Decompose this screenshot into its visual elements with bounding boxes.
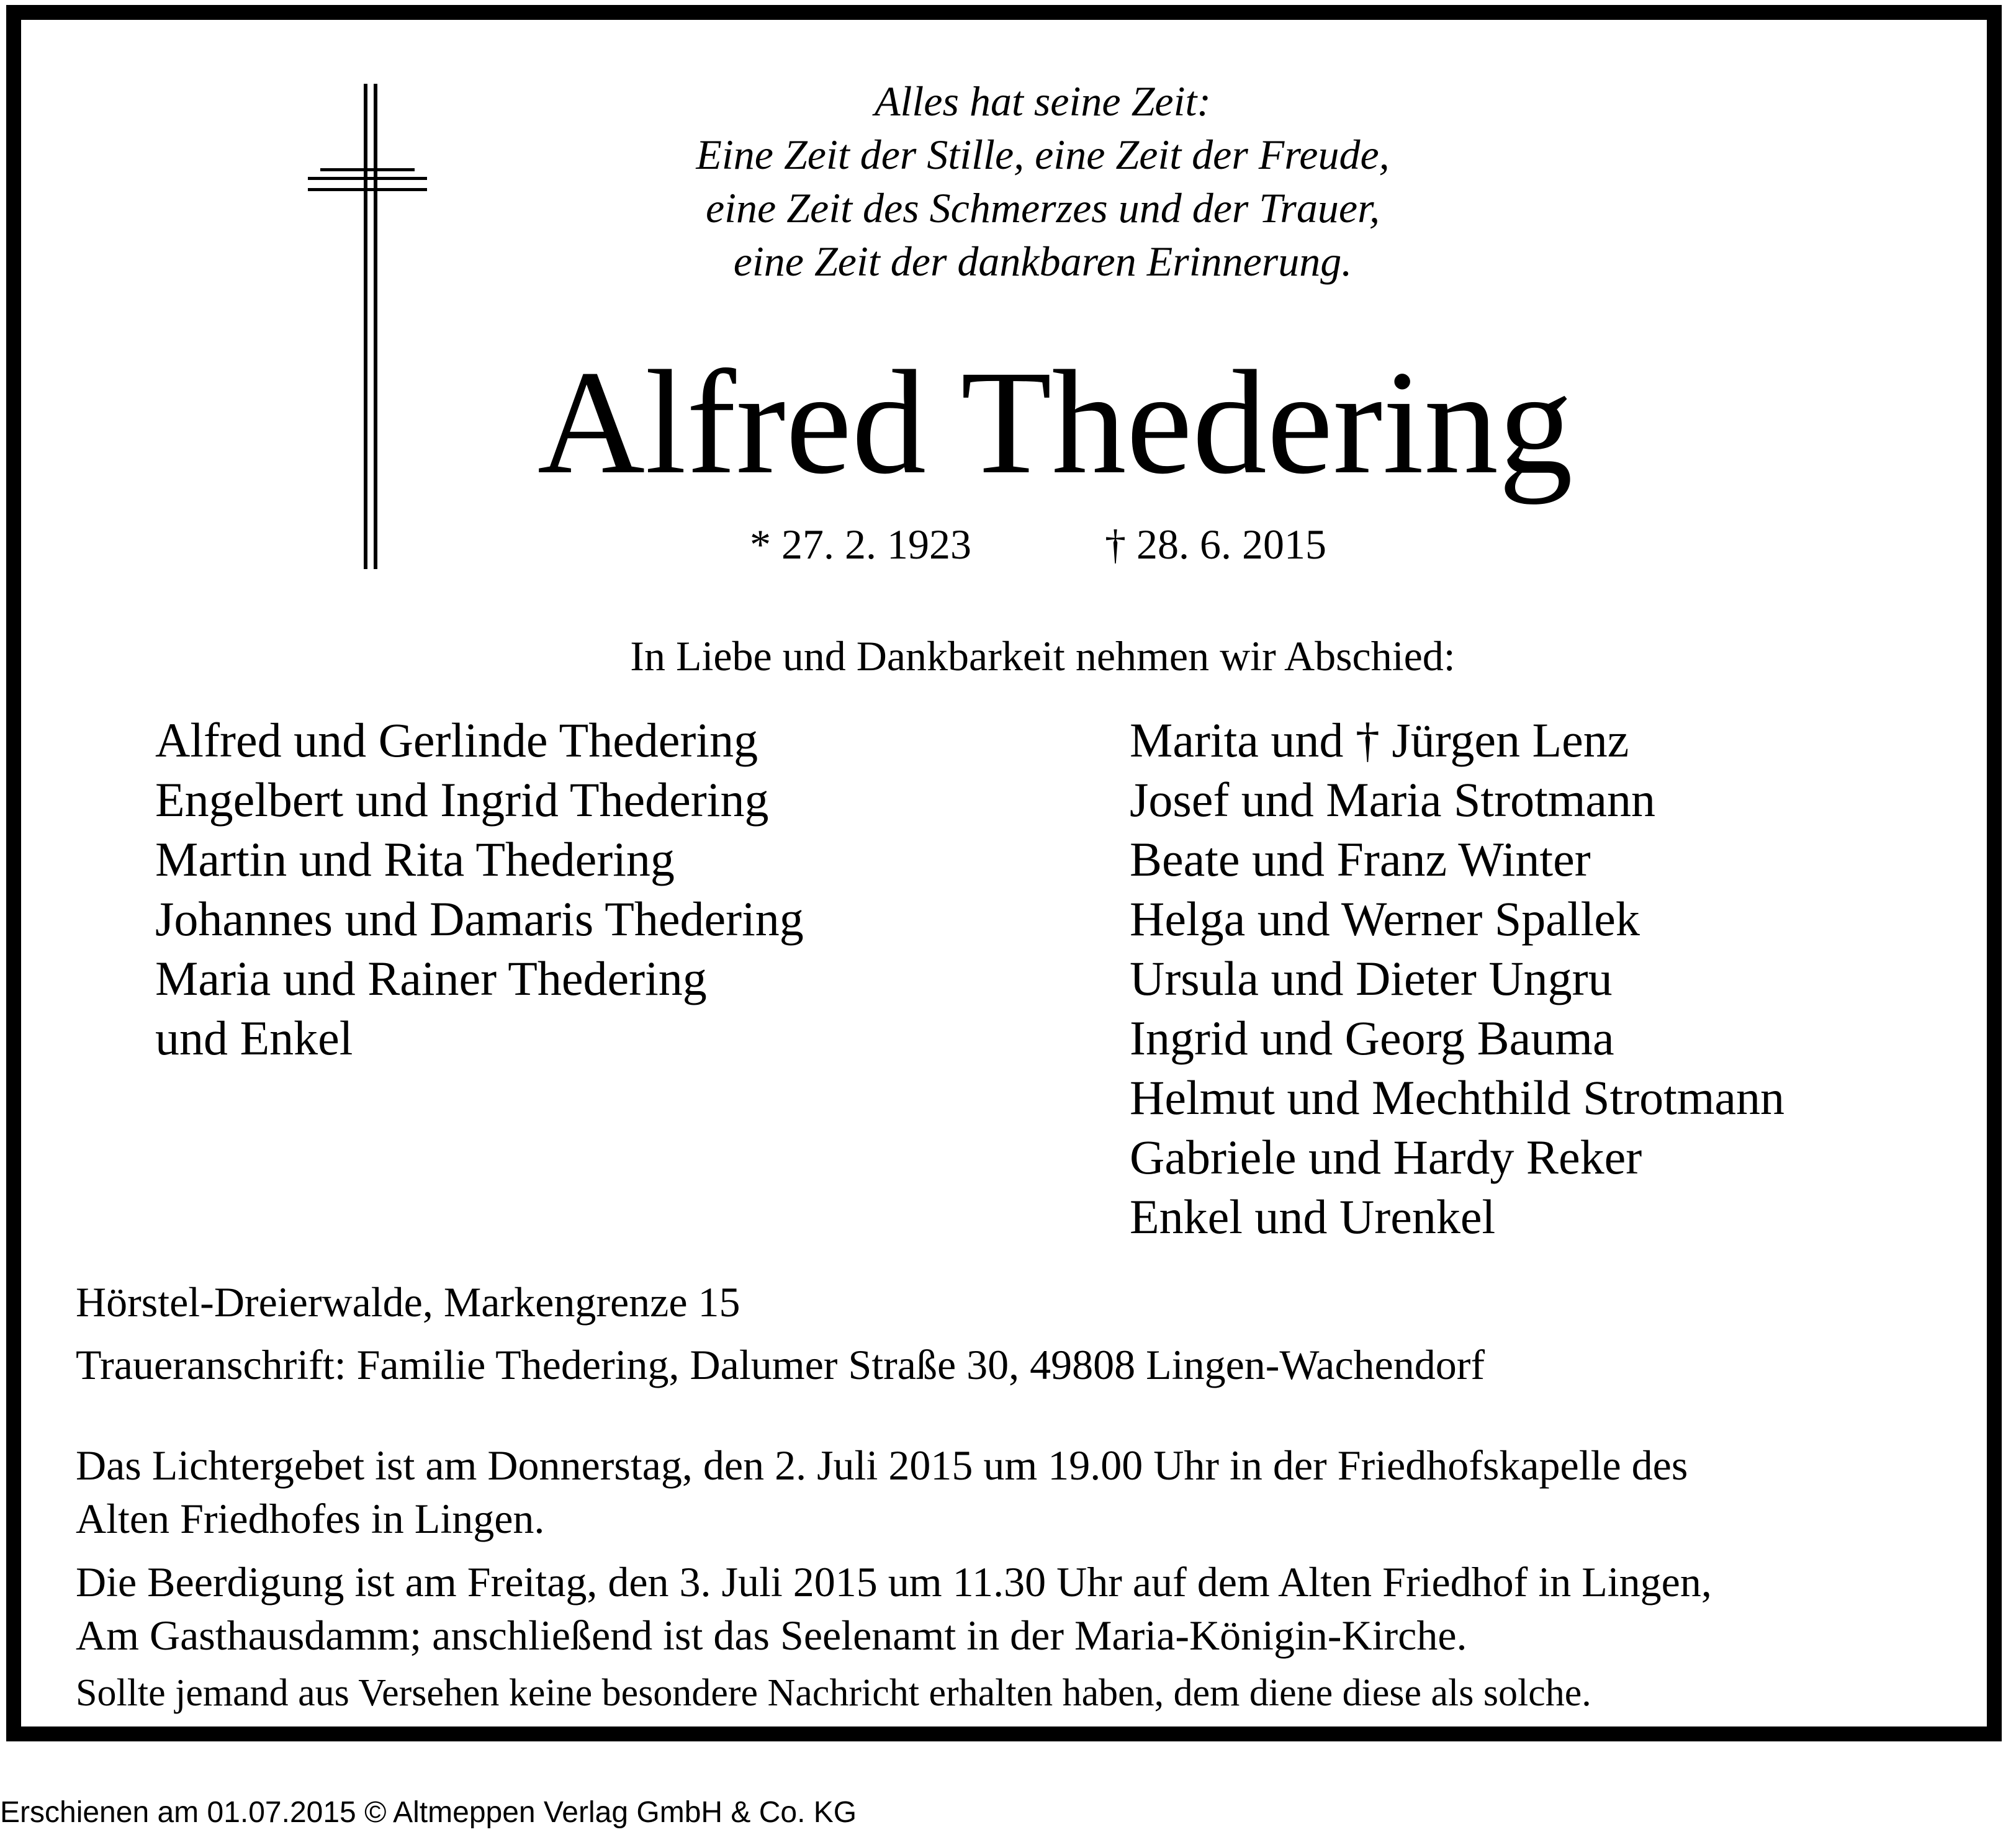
motto-verse <box>596 74 1490 288</box>
motto-line: eine Zeit des Schmerzes und der Trauer, <box>705 184 1380 231</box>
prayer-service-notice <box>76 1439 1688 1545</box>
prayer-service-line: Alten Friedhofes in Lingen. <box>76 1495 545 1542</box>
death-date: † 28. 6. 2015 <box>1105 521 1326 568</box>
birth-date: * 27. 2. 1923 <box>750 521 971 568</box>
mourners-left-list <box>155 711 804 1068</box>
motto-line: eine Zeit der dankbaren Erinnerung. <box>733 238 1352 285</box>
mourners-right-list <box>1130 711 1784 1247</box>
residence-address: Hörstel-Dreierwalde, Markengrenze 15 <box>76 1278 740 1326</box>
funeral-line: Die Beerdigung ist am Freitag, den 3. Juli 2015 um 11.30 Uhr auf dem Alten Friedhof in Lingen, <box>76 1558 1712 1605</box>
mourner-entry: Helmut und Mechthild Strotmann <box>1130 1071 1785 1125</box>
motto-line: Eine Zeit der Stille, eine Zeit der Freude, <box>696 131 1390 178</box>
mourner-entry: Helga und Werner Spallek <box>1130 892 1640 946</box>
mourner-entry: Martin und Rita Thedering <box>155 832 675 886</box>
mourner-entry: und Enkel <box>155 1011 353 1065</box>
mourner-entry: Beate und Franz Winter <box>1130 832 1591 886</box>
mourner-entry: Gabriele und Hardy Reker <box>1130 1130 1642 1184</box>
farewell-intro: In Liebe und Dankbarkeit nehmen wir Abschied: <box>630 632 1456 680</box>
mourner-entry: Ursula und Dieter Ungru <box>1130 951 1613 1005</box>
mourner-entry: Ingrid und Georg Bauma <box>1130 1011 1614 1065</box>
mourner-entry: Maria und Rainer Thedering <box>155 951 707 1005</box>
motto-line: Alles hat seine Zeit: <box>874 78 1211 125</box>
deceased-name: Alfred Thedering <box>537 339 1573 505</box>
mourner-entry: Engelbert und Ingrid Thedering <box>155 773 769 827</box>
notification-note: Sollte jemand aus Versehen keine besondere Nachricht erhalten haben, dem diene diese als solche. <box>76 1672 1591 1714</box>
prayer-service-line: Das Lichtergebet ist am Donnerstag, den 2. Juli 2015 um 19.00 Uhr in der Friedhofskapelle des <box>76 1442 1688 1489</box>
mourning-address: Traueranschrift: Familie Thedering, Dalumer Straße 30, 49808 Lingen-Wachendorf <box>76 1341 1485 1388</box>
funeral-line: Am Gasthausdamm; anschließend ist das Seelenamt in der Maria-Königin-Kirche. <box>76 1612 1467 1659</box>
mourner-entry: Marita und † Jürgen Lenz <box>1130 713 1629 767</box>
mourner-entry: Josef und Maria Strotmann <box>1130 773 1656 827</box>
publication-footer: Erschienen am 01.07.2015 © Altmeppen Verlag GmbH & Co. KG <box>0 1796 857 1829</box>
cross-icon <box>308 84 427 569</box>
mourner-entry: Alfred und Gerlinde Thedering <box>155 713 758 767</box>
funeral-notice <box>76 1555 1712 1662</box>
mourner-entry: Enkel und Urenkel <box>1130 1190 1496 1244</box>
mourner-entry: Johannes und Damaris Thedering <box>155 892 804 946</box>
